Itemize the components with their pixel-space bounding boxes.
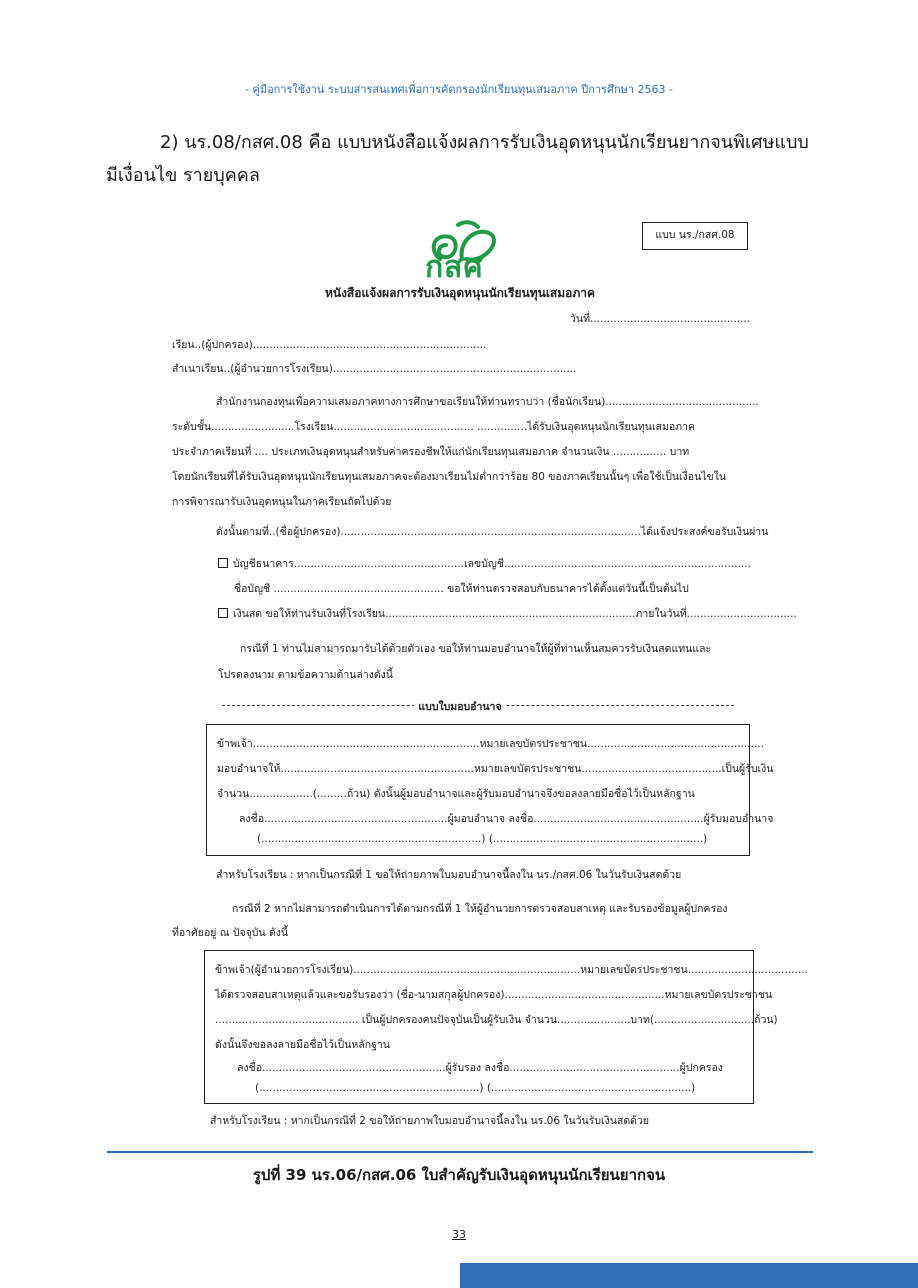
- proxy-box: [206, 724, 774, 856]
- form-code-box: แบบ นร./กสศ.08: [642, 222, 748, 250]
- certify-line-3: ........................................... เป็นผู้ปกครองคนปัจจุบันเป็นผู้รับเงิน จำนวน......................บาท(..............................ถ้วน): [215, 1014, 778, 1026]
- figure-caption: รูปที่ 39 นร.06/กสศ.06 ใบสำคัญรับเงินอุดหนุนนักเรียนยากจน: [252, 1166, 666, 1184]
- intro-line-1: 2) นร.08/กสศ.08 คือ แบบหนังสือแจ้งผลการรับเงินอุดหนุนนักเรียนยากจนพิเศษแบบ: [160, 132, 809, 153]
- option-cash: [218, 605, 797, 622]
- certify-signature-line: ลงชื่อ.......................................................ผู้รับรอง ลงชื่อ...................................................ผู้ปกครอง: [237, 1062, 723, 1074]
- option-bank-label: บัญชีธนาคาร...................................................เลขบัญชี..........................................................................: [233, 558, 751, 570]
- proxy-name-line: (..................................................................) (...............................................................): [257, 833, 708, 845]
- para1-line-2: ระดับชั้น.........................โรงเรียน.......................................... ...............ได้รับเงินอุดหนุนนักเรียนทุนเสมอภาค: [172, 421, 696, 433]
- cash-checkbox: [218, 608, 228, 618]
- option-cash-label: เงินสด ขอให้ท่านรับเงินที่โรงเรียน...........................................................................ภายในวันที่.................................: [233, 608, 797, 620]
- para1-line-4: โดยนักเรียนที่ได้รับเงินอุดหนุนนักเรียนทุนเสมอภาคจะต้องมาเรียนไม่ต่ำกว่าร้อย 80 ของภาคเรียนนั้นๆ เพื่อใช้เป็นเงื่อนไขใน: [172, 471, 727, 483]
- case1-line-1: กรณีที่ 1 ท่านไม่สามารถมารับได้ด้วยตัวเอง ขอให้ท่านมอบอำนาจให้ผู้ที่ท่านเห็นสมควรรับเงินสดแทนและ: [240, 643, 712, 655]
- note-case1: สำหรับโรงเรียน : หากเป็นกรณีที่ 1 ขอให้ถ่ายภาพใบมอบอำนาจนี้ลงใน นร./กสศ.06 ในวันรับเงินสดด้วย: [216, 869, 682, 881]
- proxy-line-3: จำนวน...................(.........ถ้วน) ดังนั้นผู้มอบอำนาจและผู้รับมอบอำนาจจึงขอลงลายมือชื่อไว้เป็นหลักฐาน: [217, 788, 695, 800]
- para1-line-3: ประจำภาคเรียนที่ .... ประเภทเงินอุดหนุนสำหรับค่าครองชีพให้แก่นักเรียนทุนเสมอภาค จำนวนเงิน ................ บาท: [172, 446, 690, 458]
- para1-line-5: การพิจารณารับเงินอุดหนุนในภาคเรียนถัดไปด้วย: [172, 496, 392, 508]
- cc-director-line: สำเนาเรียน..(ผู้อำนวยการโรงเรียน).........................................................................: [172, 363, 577, 375]
- footer-bar: [460, 1263, 918, 1288]
- case1-line-2: โปรดลงนาม ตามข้อความด้านล่างดังนี้: [218, 669, 393, 681]
- form-image: [160, 200, 808, 1140]
- case2-line-1: กรณีที่ 2 หากไม่สามารถดำเนินการได้ตามกรณีที่ 1 ให้ผู้อำนวยการตรวจสอบสาเหตุ และรับรองข้อมูลผู้ปกครอง: [232, 903, 728, 915]
- proxy-title-text: แบบใบมอบอำนาจ: [414, 701, 505, 713]
- intro-line-2: มีเงื่อนไข รายบุคคล: [106, 165, 260, 186]
- date-line: วันที่................................................: [570, 313, 751, 325]
- proxy-title: [160, 698, 760, 715]
- para1-line-1: สำนักงานกองทุนเพื่อความเสมอภาคทางการศึกษาขอเรียนให้ท่านทราบว่า (ชื่อนักเรียน)..............................................: [216, 396, 759, 408]
- option-bank: [218, 555, 751, 572]
- page-number: 33: [452, 1228, 466, 1241]
- bank-checkbox: [218, 558, 228, 568]
- form-title: หนังสือแจ้งผลการรับเงินอุดหนุนนักเรียนทุนเสมอภาค: [324, 286, 596, 300]
- certify-line-4: ดังนั้นจึงขอลงลายมือชื่อไว้เป็นหลักฐาน: [215, 1039, 390, 1051]
- proxy-line-1: ข้าพเจ้า....................................................................หมายเลขบัตรประชาชน.....................................................: [217, 738, 764, 750]
- case2-line-2: ที่อาศัยอยู่ ณ ปัจจุบัน ดังนี้: [172, 927, 289, 939]
- option-bank-account-name: ชื่อบัญชี ................................................... ขอให้ท่านตรวจสอบกับธนาคารได้ตั้งแต่วันนี้เป็นต้นไป: [234, 583, 689, 595]
- certify-box: [204, 950, 808, 1104]
- to-parent-line: เรียน..(ผู้ปกครอง)......................................................................: [172, 339, 487, 351]
- para2-line: ดังนั้นตามที่..(ชื่อผู้ปกครอง)..........................................................................................ได้แจ้งประสงค์ขอรับเงินผ่าน: [216, 526, 769, 538]
- proxy-signature-line: ลงชื่อ.......................................................ผู้มอบอำนาจ ลงชื่อ...................................................ผู้รับมอบอำนาจ: [239, 813, 774, 825]
- logo-text: กสศ: [425, 250, 484, 285]
- certify-name-line: (..................................................................) (............................................................): [255, 1082, 696, 1094]
- certify-line-1: ข้าพเจ้า(ผู้อำนวยการโรงเรียน)....................................................................หมายเลขบัตรประชาชน....................................: [215, 964, 808, 976]
- certify-line-2: ได้ตรวจสอบสาเหตุแล้วและขอรับรองว่า (ชื่อ-นามสกุลผู้ปกครอง)................................................หมายเลขบัตรประชาชน: [215, 989, 773, 1001]
- proxy-line-2: มอบอำนาจให้..........................................................หมายเลขบัตรประชาชน..........................................เป็นผู้รับเงิน: [217, 763, 774, 775]
- intro-paragraph: [106, 126, 826, 192]
- running-header: - คู่มือการใช้งาน ระบบสารสนเทศเพื่อการคัดกรองนักเรียนทุนเสมอภาค ปีการศึกษา 2563 -: [245, 83, 673, 96]
- caption-rule: [107, 1151, 813, 1153]
- note-case2: สำหรับโรงเรียน : หากเป็นกรณีที่ 2 ขอให้ถ่ายภาพใบมอบอำนาจนี้ลงใน นร.06 ในวันรับเงินสดด้วย: [210, 1115, 650, 1127]
